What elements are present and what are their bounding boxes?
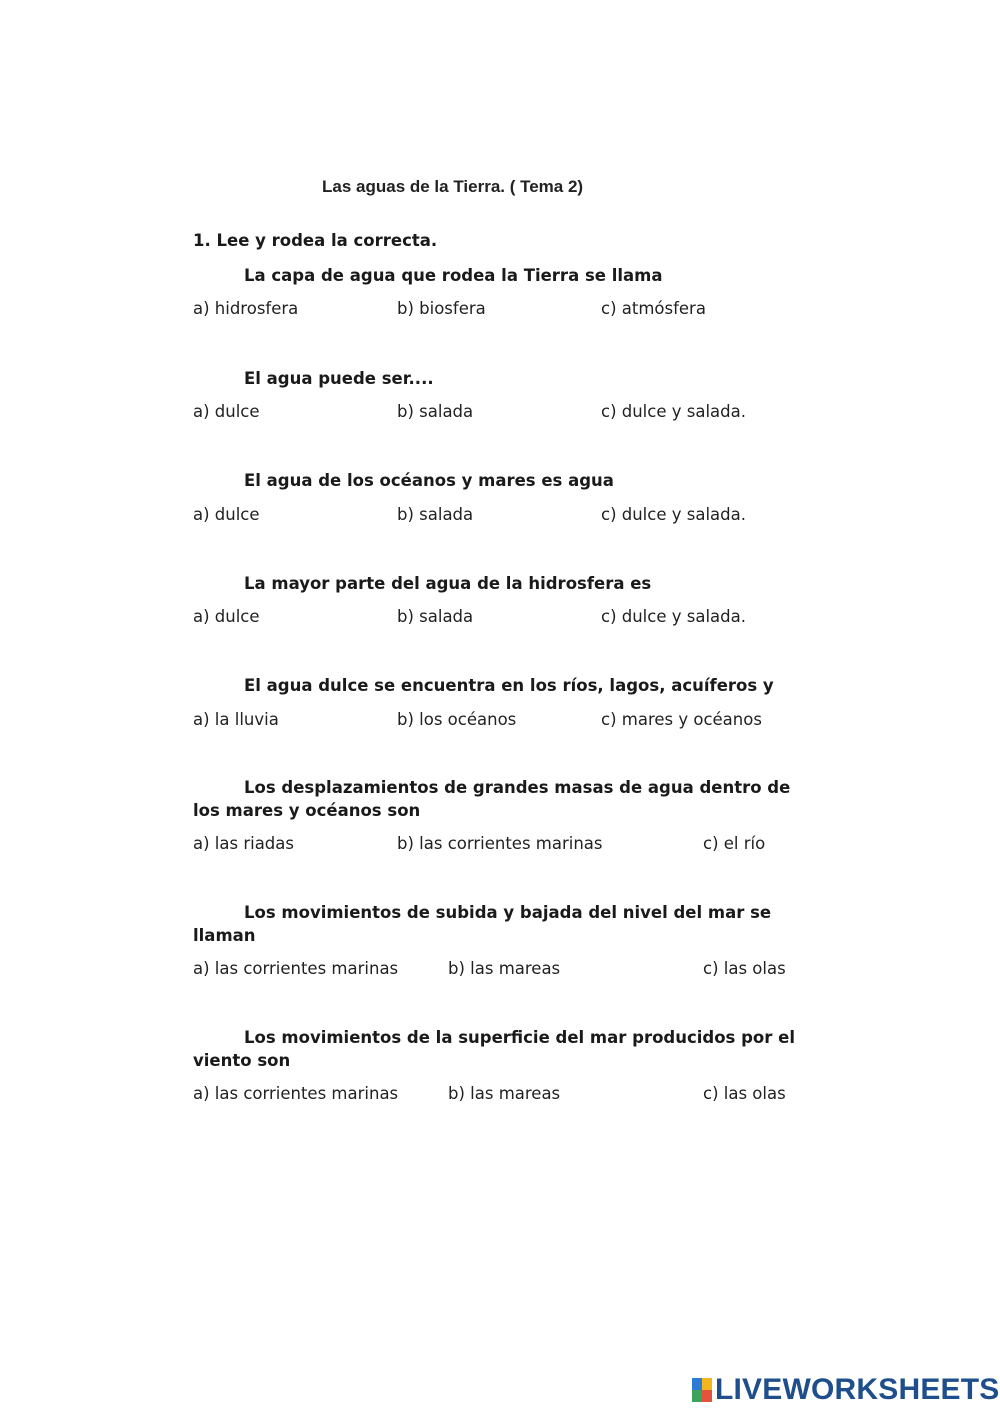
question-1-option-a[interactable]: a) hidrosfera xyxy=(193,299,299,318)
logo-badge-tile xyxy=(692,1390,702,1402)
question-5-option-a[interactable]: a) la lluvia xyxy=(193,710,279,729)
question-5-option-b[interactable]: b) los océanos xyxy=(397,710,517,729)
question-1-option-c[interactable]: c) atmósfera xyxy=(601,299,706,318)
question-8-option-a[interactable]: a) las corrientes marinas xyxy=(193,1084,399,1103)
question-2-option-b[interactable]: b) salada xyxy=(397,402,474,421)
question-8-stem: Los movimientos de la superficie del mar producidos por el viento son xyxy=(193,1028,795,1070)
logo-badge-tile xyxy=(702,1378,712,1390)
question-8-option-b[interactable]: b) las mareas xyxy=(448,1084,561,1103)
question-3-option-a[interactable]: a) dulce xyxy=(193,505,260,524)
question-6-option-b[interactable]: b) las corrientes marinas xyxy=(397,834,603,853)
question-1-option-b[interactable]: b) biosfera xyxy=(397,299,486,318)
question-3-stem: El agua de los océanos y mares es agua xyxy=(244,471,614,490)
question-7-option-a[interactable]: a) las corrientes marinas xyxy=(193,959,399,978)
question-3-option-c[interactable]: c) dulce y salada. xyxy=(601,505,746,524)
logo-text: LIVEWORKSHEETS xyxy=(715,1373,1000,1406)
instruction: 1. Lee y rodea la correcta. xyxy=(193,231,438,250)
question-8-option-c[interactable]: c) las olas xyxy=(703,1084,786,1103)
question-2-option-a[interactable]: a) dulce xyxy=(193,402,260,421)
question-4-option-b[interactable]: b) salada xyxy=(397,607,474,626)
question-7-option-c[interactable]: c) las olas xyxy=(703,959,786,978)
liveworksheets-logo[interactable] xyxy=(692,1375,1000,1405)
worksheet-title: Las aguas de la Tierra. ( Tema 2) xyxy=(322,177,584,196)
question-1-stem: La capa de agua que rodea la Tierra se llama xyxy=(244,266,663,285)
question-4-option-c[interactable]: c) dulce y salada. xyxy=(601,607,746,626)
question-7-stem: Los movimientos de subida y bajada del nivel del mar se llaman xyxy=(193,903,772,945)
question-7-option-b[interactable]: b) las mareas xyxy=(448,959,561,978)
question-6-stem: Los desplazamientos de grandes masas de agua dentro de los mares y océanos son xyxy=(193,778,791,820)
logo-badge-icon xyxy=(692,1378,712,1402)
question-3-option-b[interactable]: b) salada xyxy=(397,505,474,524)
question-2-stem: El agua puede ser.... xyxy=(244,369,434,388)
logo-badge-tile xyxy=(692,1378,702,1390)
question-5-stem: El agua dulce se encuentra en los ríos, lagos, acuíferos y xyxy=(244,676,774,695)
question-4-option-a[interactable]: a) dulce xyxy=(193,607,260,626)
question-6-option-c[interactable]: c) el río xyxy=(703,834,766,853)
question-4-stem: La mayor parte del agua de la hidrosfera es xyxy=(244,574,652,593)
question-6-option-a[interactable]: a) las riadas xyxy=(193,834,294,853)
logo-badge-tile xyxy=(702,1390,712,1402)
question-2-option-c[interactable]: c) dulce y salada. xyxy=(601,402,746,421)
question-5-option-c[interactable]: c) mares y océanos xyxy=(601,710,762,729)
